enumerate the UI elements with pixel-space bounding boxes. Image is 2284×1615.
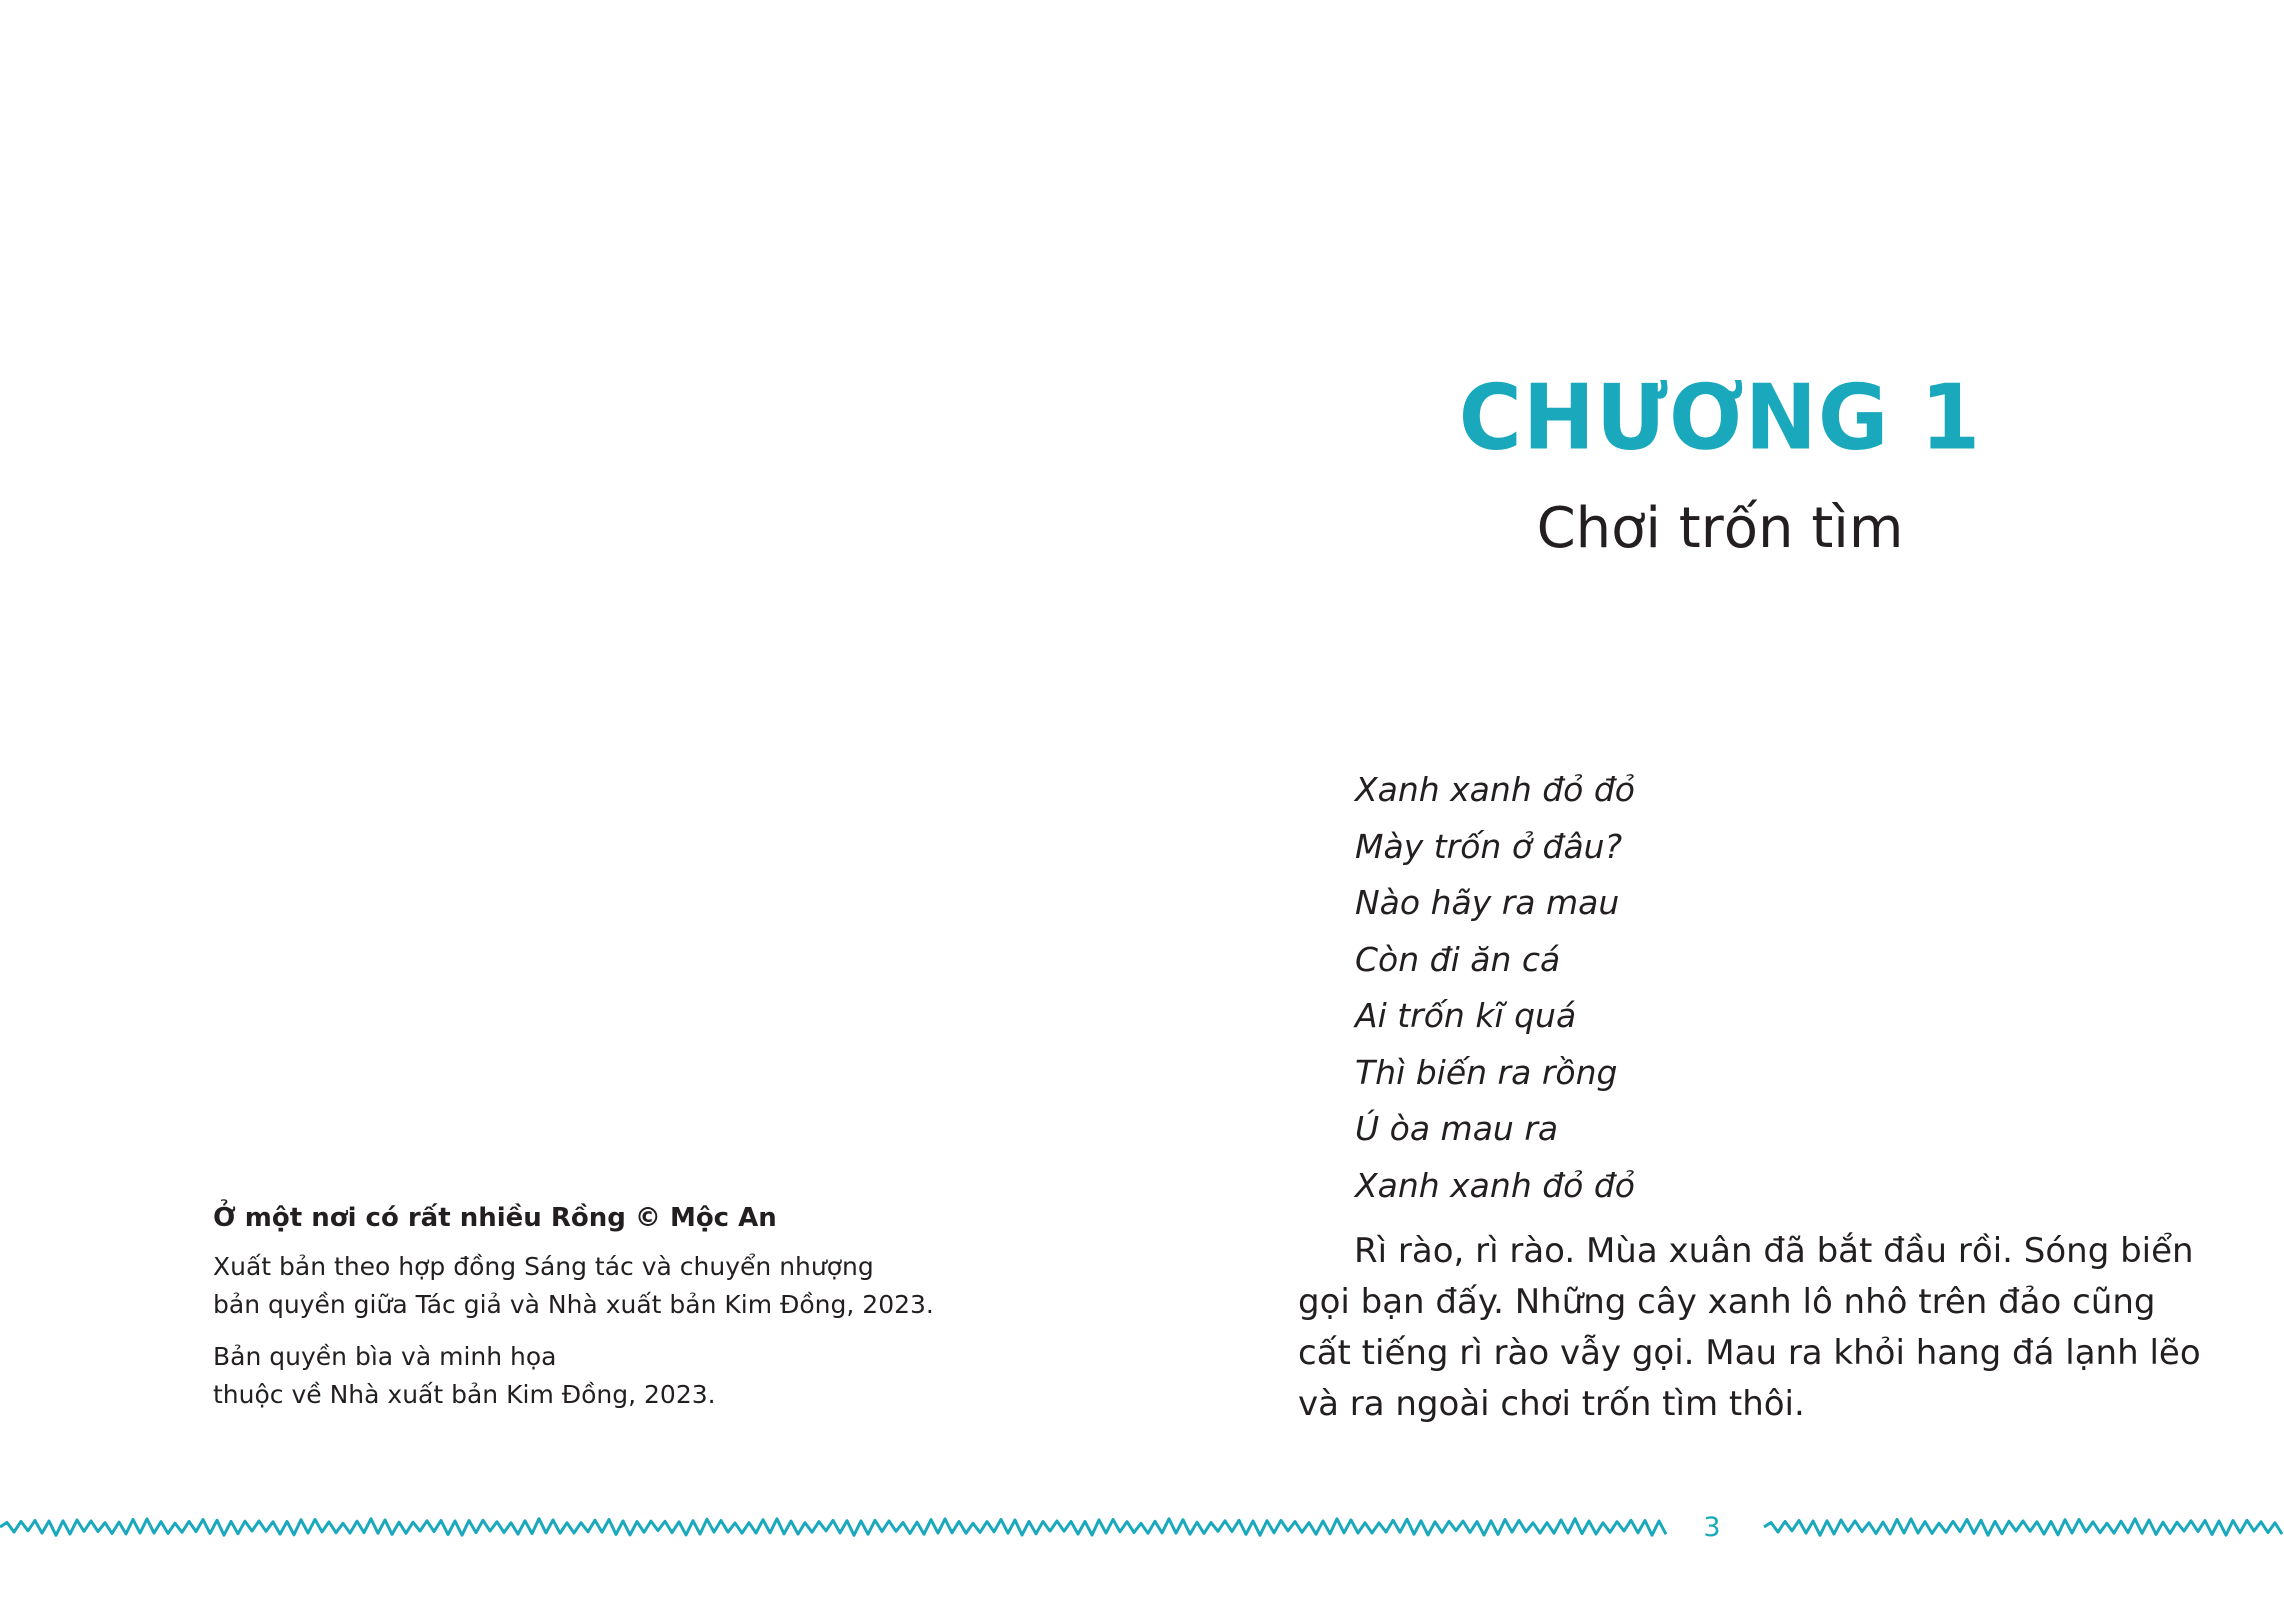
copyright-note [213,1338,1033,1414]
publishing-note-line: bản quyền giữa Tác giả và Nhà xuất bản Kim Đồng, 2023. [213,1290,934,1319]
colophon [213,1200,1033,1428]
poem-verse: Xanh xanh đỏ đỏ [1355,770,1635,809]
paragraph-line: gọi bạn đấy. Những cây xanh lô nhô trên đảo cũng [1298,1282,2156,1322]
poem-verse: Ai trốn kĩ quá [1355,996,1577,1035]
book-credit: Ở một nơi có rất nhiều Rồng © Mộc An [213,1203,777,1233]
chapter-title: Chơi trốn tìm [1536,496,1904,561]
poem-verse: Ú òa mau ra [1355,1109,1559,1148]
page-number: 3 [1703,1512,1721,1543]
publishing-note-line: Xuất bản theo hợp đồng Sáng tác và chuyển nhượng [213,1252,874,1281]
zigzag-wave-left-icon [0,1512,1668,1542]
poem-verse: Thì biến ra rồng [1355,1052,1618,1092]
poem [1355,762,1635,1214]
publishing-note [213,1248,1033,1324]
copyright-note-line: thuộc về Nhà xuất bản Kim Đồng, 2023. [213,1380,716,1409]
poem-verse: Còn đi ăn cá [1355,939,1561,979]
poem-verse: Xanh xanh đỏ đỏ [1355,1165,1635,1205]
paragraph-line: cất tiếng rì rào vẫy gọi. Mau ra khỏi hang đá lạnh lẽo [1298,1333,2201,1373]
paragraph-line: và ra ngoài chơi trốn tìm thôi. [1298,1384,1805,1424]
zigzag-wave-right-icon [1764,1512,2284,1542]
story-paragraph [1298,1226,2201,1430]
chapter-number: CHƯƠNG 1 [1458,365,1982,471]
poem-verse: Mày trốn ở đâu? [1355,826,1623,866]
poem-verse: Nào hãy ra mau [1355,883,1620,922]
paragraph-line: Rì rào, rì rào. Mùa xuân đã bắt đầu rồi. Sóng biển [1354,1231,2194,1271]
copyright-note-line: Bản quyền bìa và minh họa [213,1342,557,1371]
